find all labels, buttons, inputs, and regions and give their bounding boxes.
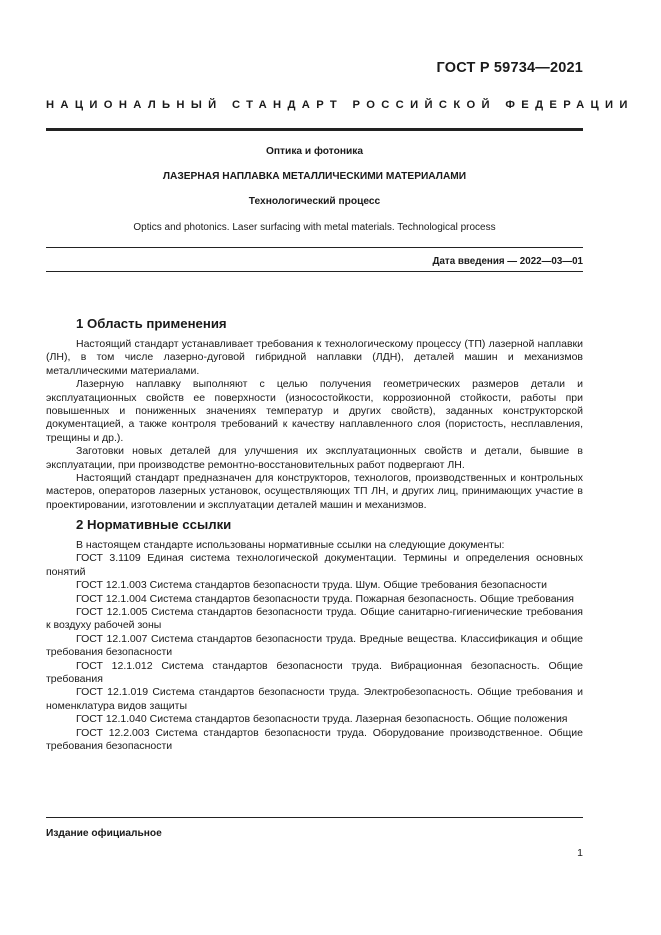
national-standard-heading: НАЦИОНАЛЬНЫЙ СТАНДАРТ РОССИЙСКОЙ ФЕДЕРАЦИИ bbox=[46, 99, 634, 111]
section-1-body bbox=[46, 338, 583, 512]
subject-heading: Оптика и фотоника bbox=[265, 146, 364, 157]
standard-title: ЛАЗЕРНАЯ НАПЛАВКА МЕТАЛЛИЧЕСКИМИ МАТЕРИАЛАМИ bbox=[162, 171, 467, 182]
paragraph: В настоящем стандарте использованы нормативные ссылки на следующие документы: bbox=[76, 539, 505, 551]
title-divider bbox=[46, 247, 583, 248]
paragraph: Лазерную наплавку выполняют с целью получения геометрических размеров детали и эксплуатационных свойств ее поверхности (износостойкости, коррозионной стойкости, работы при повышенных и пониженных значениях температур и других свойств), заданных конструкторской документацией, а также контроля требований к качеству наплавленного слоя (пористость, несплавления, трещины и др.). bbox=[46, 378, 583, 444]
reference-item: ГОСТ 12.2.003 Система стандартов безопасности труда. Оборудование производственное. Общие требования безопасности bbox=[46, 726, 583, 753]
section-2-body bbox=[46, 539, 583, 754]
date-divider bbox=[46, 271, 583, 272]
document-number: ГОСТ Р 59734—2021 bbox=[436, 60, 583, 76]
introduction-date: Дата введения — 2022—03—01 bbox=[432, 256, 583, 267]
standard-subtitle: Технологический процесс bbox=[248, 196, 381, 207]
section-2-title: 2 Нормативные ссылки bbox=[76, 517, 232, 532]
footer-divider bbox=[46, 817, 583, 818]
header-divider bbox=[46, 128, 583, 131]
reference-item: ГОСТ 12.1.007 Система стандартов безопасности труда. Вредные вещества. Классификация и общие требования безопасности bbox=[46, 632, 583, 659]
reference-item: ГОСТ 12.1.005 Система стандартов безопасности труда. Общие санитарно-гигиенические требования к воздуху рабочей зоны bbox=[46, 606, 583, 632]
reference-item: ГОСТ 3.1109 Единая система технологической документации. Термины и определения основных понятий bbox=[46, 552, 583, 578]
reference-item: ГОСТ 12.1.012 Система стандартов безопасности труда. Вибрационная безопасность. Общие требования bbox=[46, 659, 583, 686]
paragraph: Настоящий стандарт устанавливает требования к технологическому процессу (ТП) лазерной наплавки (ЛН), в том числе лазерно-дуговой гибридной наплавки (ЛДН), деталей машин и механизмов металлическими материалами. bbox=[46, 338, 583, 377]
reference-item: ГОСТ 12.1.040 Система стандартов безопасности труда. Лазерная безопасность. Общие положения bbox=[76, 713, 568, 726]
edition-label: Издание официальное bbox=[46, 828, 162, 839]
english-title: Optics and photonics. Laser surfacing with metal materials. Technological process bbox=[133, 222, 496, 233]
reference-item: ГОСТ 12.1.019 Система стандартов безопасности труда. Электробезопасность. Общие требования и номенклатура видов защиты bbox=[46, 686, 583, 712]
paragraph: Настоящий стандарт предназначен для конструкторов, технологов, производственных и контрольных мастеров, операторов лазерных установок, осуществляющих ТП ЛН, и других лиц, принимающих участие в проектировании, изготовлении и эксплуатации деталей машин и механизмов. bbox=[46, 472, 583, 511]
page-number: 1 bbox=[577, 847, 583, 859]
section-1-title: 1 Область применения bbox=[76, 316, 227, 331]
reference-item: ГОСТ 12.1.004 Система стандартов безопасности труда. Пожарная безопасность. Общие требования bbox=[76, 592, 574, 605]
reference-item: ГОСТ 12.1.003 Система стандартов безопасности труда. Шум. Общие требования безопасности bbox=[76, 579, 547, 592]
paragraph: Заготовки новых деталей для улучшения их эксплуатационных свойств и детали, бывшие в эксплуатации, при производстве ремонтно-восстановительных работ подвергают ЛН. bbox=[46, 445, 583, 471]
